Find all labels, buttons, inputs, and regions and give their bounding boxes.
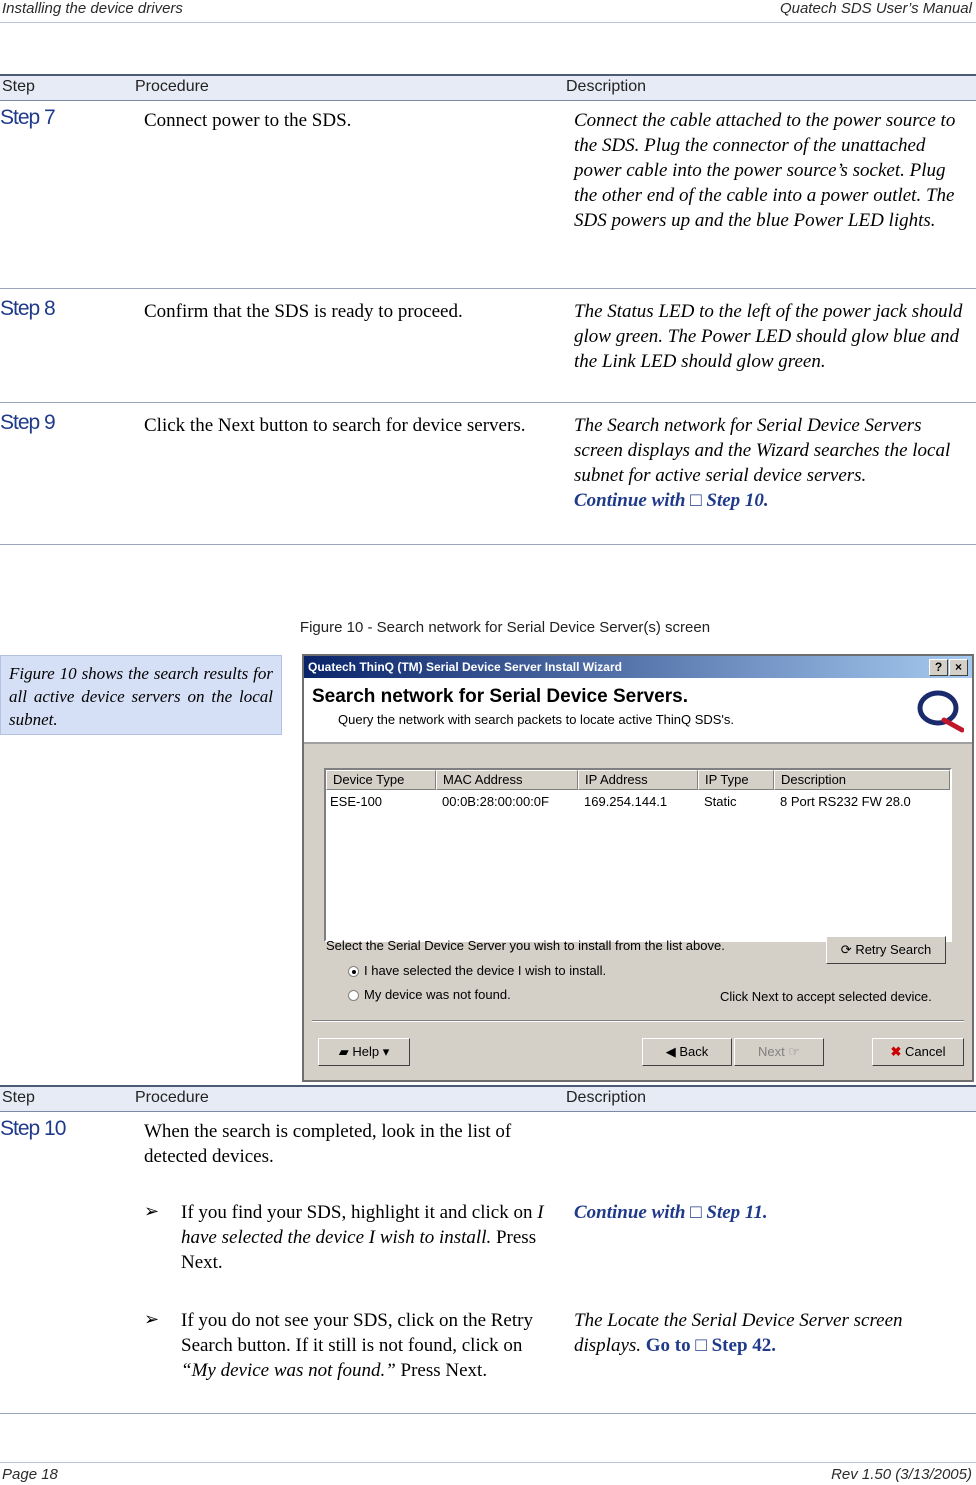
next-button[interactable] [734,1038,824,1066]
page-number: Page 18 [2,1466,58,1483]
step-description-text: The Locate the Serial Device Server screen displays. [574,1310,903,1356]
dialog-title: Quatech ThinQ (TM) Serial Device Server Install Wizard [304,656,972,678]
col-step: Step [2,78,35,95]
table-row [0,403,976,545]
step-procedure: Click the Next button to search for device servers. [144,415,526,436]
close-button[interactable]: × [949,659,968,676]
radio-not-found-label[interactable]: My device was not found. [364,987,511,1002]
chevron-down-icon: ▾ [379,1044,390,1059]
col-description: Description [566,1089,647,1106]
cell-description[interactable]: 8 Port RS232 FW 28.0 [780,794,911,809]
goto-link[interactable]: Go to □ Step 42. [645,1335,777,1356]
retry-search-label: Retry Search [855,942,932,957]
step-description [574,1308,970,1358]
device-list[interactable] [324,768,952,942]
side-note: Figure 10 shows the search results for all active device servers on the local subnet. [0,655,282,735]
arrow-bullet-icon: ➢ [144,1201,160,1221]
table-header [0,74,976,101]
bullet-found-option: I have selected the device I wish to install. [181,1202,544,1248]
step-number: Step 9 [0,411,55,434]
cell-ip-type[interactable]: Static [704,794,737,809]
radio-selected-label[interactable]: I have selected the device I wish to install. [364,963,607,978]
wizard-dialog [302,654,974,1082]
col-procedure: Procedure [135,78,209,95]
help-book-icon: ▰ [338,1044,353,1059]
col-step: Step [2,1089,35,1106]
bullet-found-action: Press Next. [181,1227,537,1273]
dialog-banner [304,678,972,744]
figure-caption: Figure 10 - Search network for Serial Device Server(s) screen [299,619,711,636]
table-row [0,1111,976,1414]
col-description: Description [566,78,647,95]
help-button[interactable] [318,1038,410,1066]
help-label: Help [352,1044,380,1059]
continue-link[interactable]: Continue with □ Step 11. [574,1202,768,1223]
col-device-type[interactable]: Device Type [326,770,436,790]
step-number: Step 8 [0,297,55,320]
step-description-text: The Search network for Serial Device Servers screen displays and the Wizard searches the local subnet for active serial device servers. [574,415,951,486]
bullet-found-text: If you find your SDS, highlight it and click on [181,1202,538,1223]
col-procedure: Procedure [135,1089,209,1106]
bullet-not-found-option: “My device was not found.” [181,1360,396,1381]
bullet-not-found [181,1308,551,1383]
next-label: Next [757,1044,785,1059]
cell-device-type[interactable]: ESE-100 [330,794,383,809]
header-manual-title: Quatech SDS User’s Manual [779,0,972,17]
col-ip-address[interactable]: IP Address [578,770,698,790]
help-title-button[interactable]: ? [929,659,948,676]
table-row [0,289,976,403]
step-description: The Status LED to the left of the power jack should glow green. The Power LED should glow blue and the Link LED should glow green. [574,301,963,372]
arrow-bullet-icon: ➢ [144,1309,160,1329]
next-hint: Click Next to accept selected device. [720,989,932,1004]
next-icon: ☞ [784,1044,800,1059]
back-button[interactable] [642,1038,732,1066]
col-mac-address[interactable]: MAC Address [436,770,578,790]
cancel-label: Cancel [905,1044,946,1059]
retry-search-icon: ⟳ [840,942,856,957]
cancel-icon: ✖ [890,1044,906,1059]
quatech-logo-icon [914,686,964,734]
back-icon: ◀ [665,1044,680,1059]
continue-link[interactable]: Continue with □ Step 10. [574,490,769,511]
step-description: Connect the cable attached to the power source to the SDS. Plug the connector of the unattached power cable into the power source’s socket. Plug the other end of the cable into a power outlet. The SDS powers up and the blue Power LED lights. [574,110,956,231]
radio-not-found[interactable] [348,990,359,1001]
select-instruction: Select the Serial Device Server you wish to install from the list above. [326,938,725,953]
col-description[interactable]: Description [774,770,950,790]
step-procedure: When the search is completed, look in the list of detected devices. [144,1121,512,1167]
cancel-button[interactable] [872,1038,964,1066]
table-row [0,100,976,289]
step-number: Step 10 [0,1117,66,1140]
dialog-separator [312,1020,964,1022]
cell-ip-address[interactable]: 169.254.144.1 [584,794,668,809]
bullet-not-found-text: If you do not see your SDS, click on the Retry Search button. If it still is not found, click on [181,1310,533,1356]
dialog-subheading: Query the network with search packets to locate active ThinQ SDS's. [338,712,735,727]
step-number: Step 7 [0,106,55,129]
dialog-heading: Search network for Serial Device Servers. [312,686,688,707]
retry-search-button[interactable] [826,936,946,964]
step-procedure: Connect power to the SDS. [144,110,352,131]
page-header [0,0,976,23]
revision: Rev 1.50 (3/13/2005) [831,1466,972,1483]
bullet-found [181,1200,551,1275]
step-description [574,413,970,513]
col-ip-type[interactable]: IP Type [698,770,774,790]
table-header [0,1085,976,1112]
radio-selected-device[interactable] [348,966,359,977]
back-label: Back [679,1044,709,1059]
cell-mac-address[interactable]: 00:0B:28:00:00:0F [442,794,549,809]
header-section-title: Installing the device drivers [2,0,183,17]
page-footer [0,1462,976,1485]
bullet-not-found-action: Press Next. [395,1360,488,1381]
step-procedure: Confirm that the SDS is ready to proceed. [144,301,463,322]
